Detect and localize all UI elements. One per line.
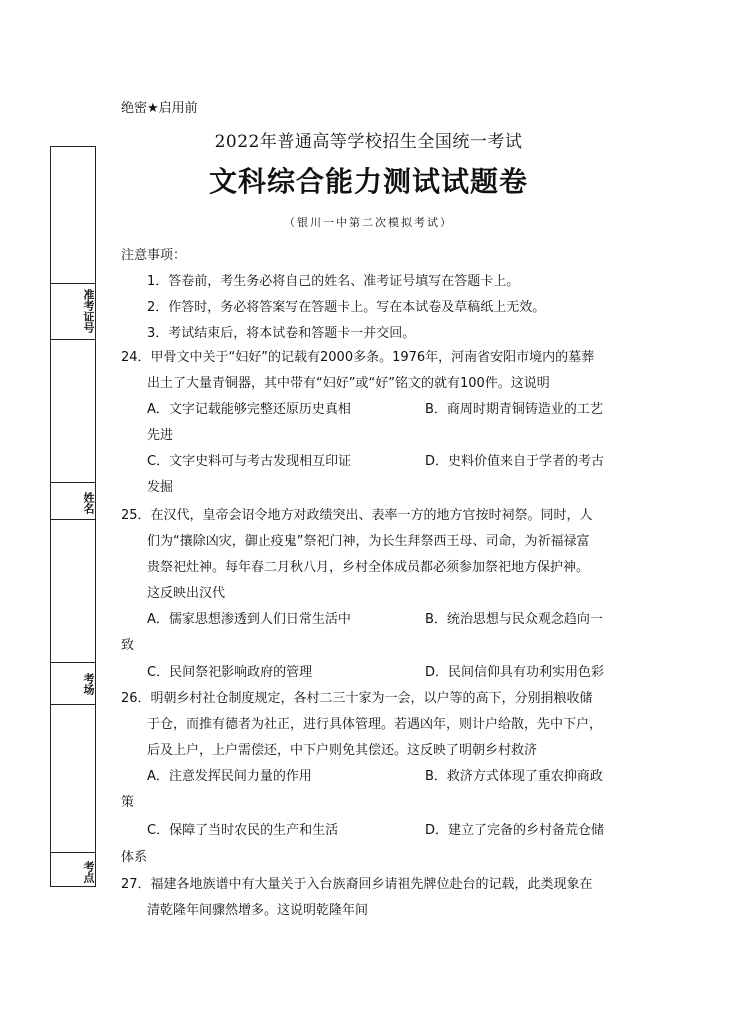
q27-stem-line: 27．福建各地族谱中有大量关于入台族裔回乡请祖先牌位赴台的记载，此类现象在 <box>121 877 593 892</box>
q24-option-d: D．史料价值来自于学者的考古 <box>425 454 605 469</box>
q24-option-a: A．文字记载能够完整还原历史真相 <box>147 402 351 417</box>
strip-divider <box>51 283 95 284</box>
q25-stem-line: 们为“攘除凶灾，御止疫鬼”祭祀门神，为长生拜祭西王母、司命，为祈福禄富 <box>147 534 590 549</box>
strip-label-name: 姓名 <box>82 492 95 514</box>
q26-stem-line: 于仓，而推有德者为社正，进行具体管理。若遇凶年，则计户给散，先中下户， <box>147 717 603 732</box>
note-item: 3．考试结束后，将本试卷和答题卡一并交回。 <box>147 326 416 341</box>
q25-stem-line: 贵祭祀灶神。每年春二月秋八月，乡村全体成员都必须参加祭祀地方保护神。 <box>147 560 590 575</box>
classified-label: 绝密★启用前 <box>121 101 198 116</box>
q24-stem-line: 24．甲骨文中关于“妇好”的记载有2000多条。1976年，河南省安阳市境内的墓葬 <box>121 350 595 365</box>
q25-stem-line: 这反映出汉代 <box>147 586 226 601</box>
paper-title: 文科综合能力测试试题卷 <box>208 165 528 198</box>
q26-option-a: A．注意发挥民间力量的作用 <box>147 769 312 784</box>
strip-label-exam-number: 准考证号 <box>82 289 95 333</box>
q24-option-b-cont: 先进 <box>147 428 174 443</box>
binding-strip <box>50 146 96 887</box>
q25-option-b: B．统治思想与民众观念趋向一 <box>425 612 603 627</box>
q26-option-b-cont: 策 <box>121 795 135 810</box>
q25-option-a: A．儒家思想渗透到人们日常生活中 <box>147 612 351 627</box>
q24-option-b: B．商周时期青铜铸造业的工艺 <box>425 402 603 417</box>
q26-stem-line: 26．明朝乡村社仓制度规定，各村二三十家为一会，以户等的高下，分别捐粮收储 <box>121 691 593 706</box>
strip-label-exam-room: 考场 <box>82 673 95 695</box>
q25-option-c: C．民间祭祀影响政府的管理 <box>147 665 313 680</box>
notes-heading: 注意事项： <box>121 248 187 263</box>
q27-stem-line: 清乾隆年间骤然增多。这说明乾隆年间 <box>147 903 369 918</box>
note-item: 2．作答时，务必将答案写在答题卡上。写在本试卷及草稿纸上无效。 <box>147 300 546 315</box>
q24-stem-line: 出土了大量青铜器，其中带有“妇好”或“好”铭文的就有100件。这说明 <box>147 376 550 391</box>
strip-divider <box>51 339 95 340</box>
exam-title: 2022年普通高等学校招生全国统一考试 <box>214 132 523 152</box>
q26-option-d-cont: 体系 <box>121 850 148 865</box>
exam-subtitle: （银川一中第二次模拟考试） <box>284 216 453 229</box>
note-item: 1．答卷前，考生务必将自己的姓名、准考证号填写在答题卡上。 <box>147 274 520 289</box>
strip-divider <box>51 662 95 663</box>
strip-label-exam-site: 考点 <box>82 861 95 883</box>
strip-divider <box>51 482 95 483</box>
strip-divider <box>51 852 95 853</box>
strip-divider <box>51 704 95 705</box>
q24-option-d-cont: 发掘 <box>147 480 174 495</box>
q25-stem-line: 25．在汉代，皇帝会诏令地方对政绩突出、表率一方的地方官按时祠祭。同时，人 <box>121 508 593 523</box>
q26-option-b: B．救济方式体现了重农抑商政 <box>425 769 603 784</box>
q26-option-d: D．建立了完备的乡村备荒仓储 <box>425 823 605 838</box>
q26-option-c: C．保障了当时农民的生产和生活 <box>147 823 339 838</box>
strip-divider <box>51 519 95 520</box>
q24-option-c: C．文字史料可与考古发现相互印证 <box>147 454 352 469</box>
q25-option-d: D．民间信仰具有功利实用色彩 <box>425 665 605 680</box>
q26-stem-line: 后及上户，上户需偿还，中下户则免其偿还。这反映了明朝乡村救济 <box>147 743 538 758</box>
q25-option-b-cont: 致 <box>121 638 135 653</box>
